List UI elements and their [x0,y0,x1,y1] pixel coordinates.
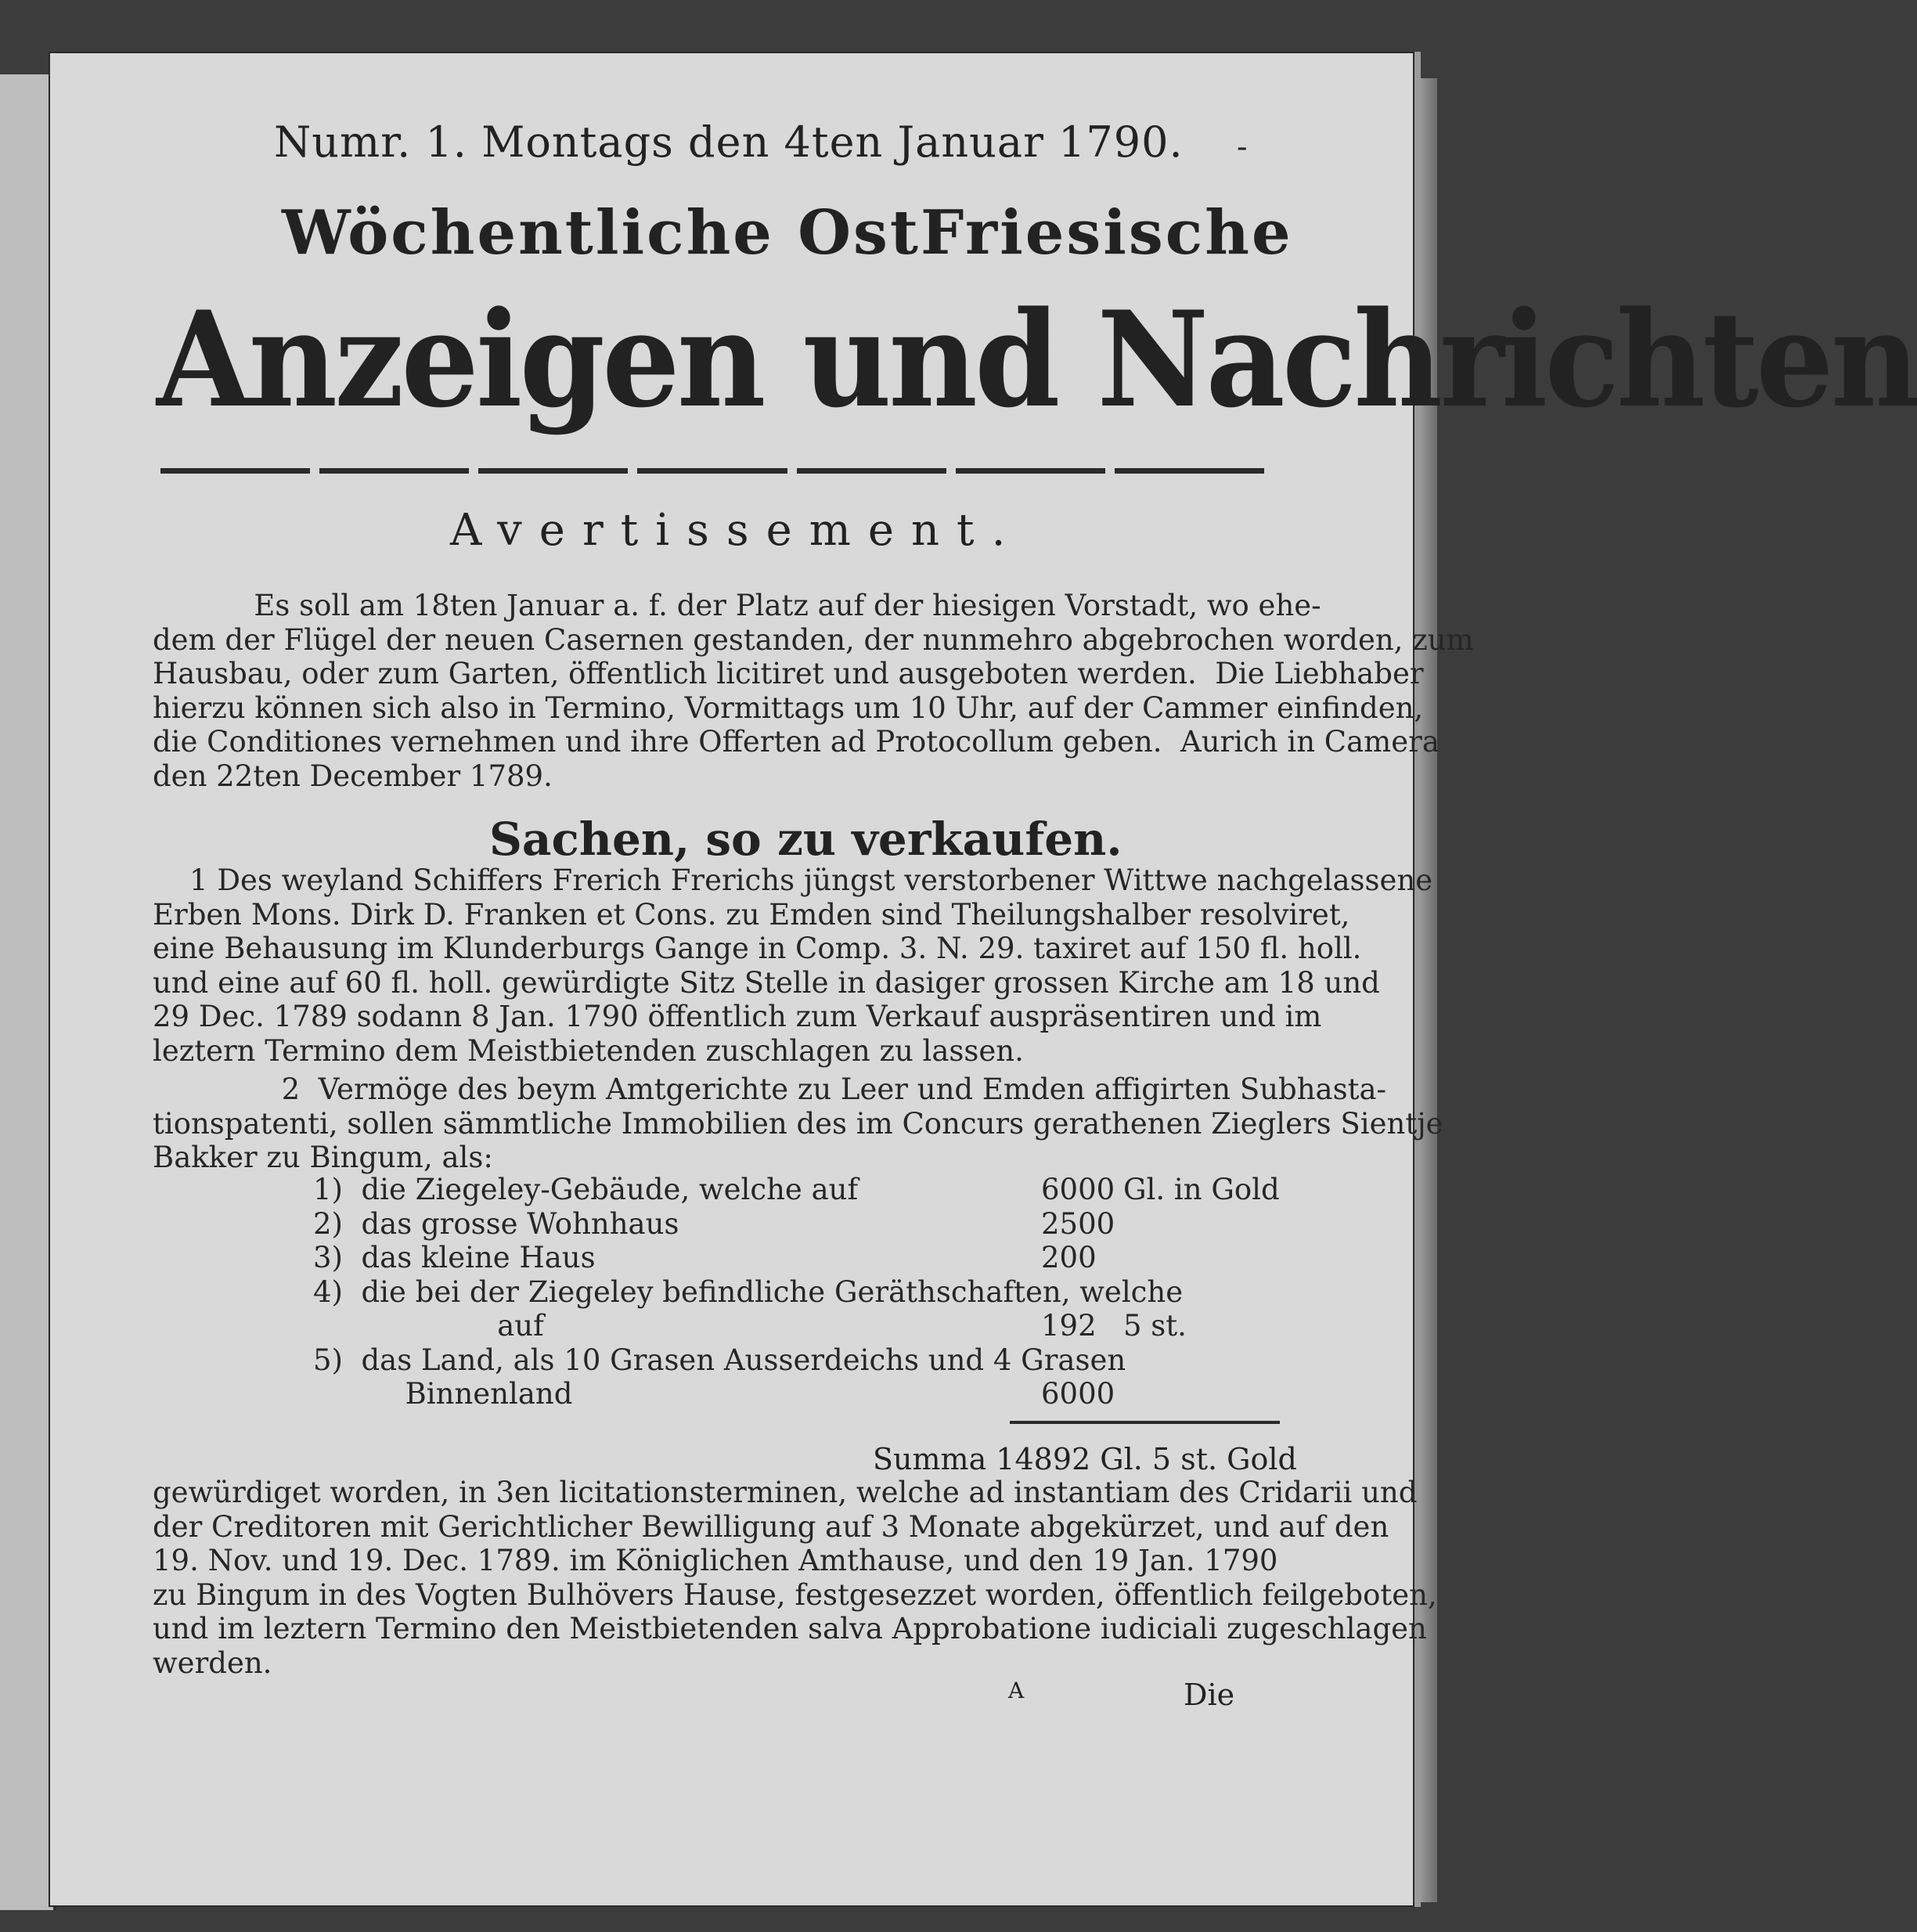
list-item [313,1173,1280,1207]
text-line: Es soll am 18ten Januar a. f. der Platz auf der hiesigen Vorstadt, wo ehe- [153,589,1321,622]
list-item-text: 3) das kleine Haus [313,1241,596,1274]
list-item-text: 1) die Ziegeley-Gebäude, welche auf [313,1173,859,1206]
list-item-text: 5) das Land, als 10 Grasen Ausserdeichs und 4 Grasen [313,1343,1126,1377]
text-line: Bakker zu Bingum, als: [153,1141,493,1174]
list-item [313,1377,1183,1411]
property-list [313,1173,1280,1411]
list-item [313,1241,1183,1275]
list-item [313,1309,1187,1343]
text-line: dem der Flügel der neuen Casernen gestanden, der nunmehro abgebrochen worden, zum [153,622,1474,657]
list-item [313,1207,1183,1242]
avertissement-heading: Avertissement. [450,505,1023,556]
list-item-unit: Gl. in Gold [1123,1173,1280,1206]
text-line: eine Behausung im Klunderburgs Gange in Comp. 3. N. 29. taxiret auf 150 fl. holl. [153,932,1362,965]
list-item [313,1343,1183,1378]
header-rule [160,467,1264,476]
list-item-value: 192 [1041,1309,1097,1343]
sachen-heading: Sachen, so zu verkaufen. [489,813,1122,866]
text-line: gewürdiget worden, in 3en licitationsterminen, welche ad instantiam des Cridarii und [153,1476,1418,1509]
text-line: die Conditiones vernehmen und ihre Offerten ad Protocollum geben. Aurich in Camera [153,725,1440,759]
list-item-value: 200 [1041,1241,1097,1274]
catchword: Die [1184,1678,1235,1712]
list-item-value: 6000 [1041,1377,1115,1411]
list-item-text: 4) die bei der Ziegeley befindliche Geräthschaften, welche [313,1274,1184,1309]
issue-mark: - [1237,129,1248,165]
text-line: und eine auf 60 fl. holl. gewürdigte Sitz Stelle in dasiger grossen Kirche am 18 und [153,965,1380,1000]
text-line: Hausbau, oder zum Garten, öffentlich licitiret und ausgeboten werden. Die Liebhaber [153,657,1424,690]
list-item-value: 2500 [1041,1206,1115,1241]
signature-mark: A [1008,1678,1025,1703]
text-line: 2 Vermöge des beym Amtgerichte zu Leer und Emden affigirten Subhasta- [153,1072,1387,1106]
text-line: tionspatenti, sollen sämmtliche Immobilien des im Concurs gerathenen Zieglers Sientje [153,1106,1443,1141]
list-item-value: 6000 [1041,1173,1115,1206]
text-line: hierzu können sich also in Termino, Vormittags um 10 Uhr, auf der Cammer einfinden, [153,690,1424,725]
text-line: werden. [153,1645,272,1680]
text-line: 29 Dec. 1789 sodann 8 Jan. 1790 öffentlich zum Verkauf auspräsentiren und im [153,1000,1322,1033]
text-line: und im leztern Termino den Meistbietenden salva Approbatione iudiciali zugeschlagen [153,1612,1427,1645]
text-line: leztern Termino dem Meistbietenden zuschlagen zu lassen. [153,1033,1024,1068]
item-2-paragraph [153,1072,1443,1175]
issue-line: Numr. 1. Montags den 4ten Januar 1790. [274,117,1184,167]
title-line-2: Anzeigen und Nachrichten [157,282,1917,437]
text-line: den 22ten December 1789. [153,759,553,793]
list-item-unit: 5 st. [1123,1309,1187,1343]
list-item [313,1275,1183,1310]
text-line: zu Bingum in des Vogten Bulhövers Hause, festgesezzet worden, öffentlich feilgeboten, [153,1577,1437,1612]
title-line-1: Wöchentliche OstFriesische [282,197,1293,269]
list-item-text: auf [313,1309,544,1343]
text-line: Erben Mons. Dirk D. Franken et Cons. zu Emden sind Theilungshalber resolviret, [153,897,1350,932]
list-item-text: Binnenland [313,1377,573,1411]
list-item-text: 2) das grosse Wohnhaus [313,1206,679,1241]
text-line: 19. Nov. und 19. Dec. 1789. im Königlichen Amthause, und den 19 Jan. 1790 [153,1544,1278,1577]
sum-rule [1010,1421,1280,1424]
closing-paragraph [153,1476,1437,1680]
text-line: 1 Des weyland Schiffers Frerich Frerichs jüngst verstorbener Wittwe nachgelassene [153,863,1433,897]
item-1-paragraph [153,863,1432,1068]
avertissement-paragraph [153,589,1474,793]
text-line: der Creditoren mit Gerichtlicher Bewilligung auf 3 Monate abgekürzet, und auf den [153,1509,1389,1544]
summa-line: Summa 14892 Gl. 5 st. Gold [873,1442,1297,1476]
